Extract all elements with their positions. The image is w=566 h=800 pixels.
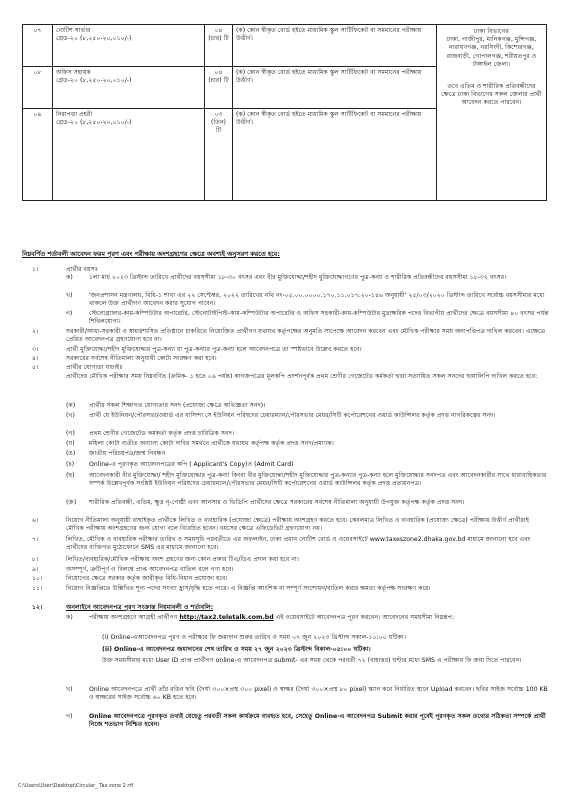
item-label: (চ) <box>66 461 75 468</box>
post-cell <box>53 67 205 109</box>
item-text: (ii) Online-এ আবেদনপত্র জমাদানের শেষ তারিখ ও সময় ২৭ জুন ২০২৩ খ্রিস্টাব্দ বিকাল-০৫:০০ ঘটিকা। <box>102 646 371 653</box>
district-cell <box>437 25 547 201</box>
row-number: ০৭ <box>23 25 53 67</box>
post-name: অফিস সহায়ক <box>56 69 91 76</box>
item-text: স্টেনোগ্রাফার-কাম-কম্পিউটার অপারেটর, স্টেনোটাইপিস্ট-কাম-কম্পিউটার অপারেটর ও অফিস সহকারী-কাম-কম্পিউটার মুদ্রাক্ষরিক পদের বিভাগীয় প্রার্থীদের ক্ষেত্রে বয়সসীমা ৪০ বৎসর পর্যন্ত শিথিলযোগ্য। <box>89 310 549 326</box>
item-text: মহিলা কোটা ব্যতীত অন্যান্য কোটা দাবির সমর্থনে প্রার্থীকে যথাযথ কর্তৃপক্ষ কর্তৃক প্রদত্ত সনদ/প্রমাণক। <box>89 440 334 447</box>
section-text: অসম্পূর্ণ, ত্রুটিপূর্ণ ও বিলম্বে প্রাপ্ত আবেদনপত্র বাতিল বলে গণ্য হবে। <box>66 566 234 573</box>
item-text: আবেদনকারী বীর মুক্তিযোদ্ধা/ শহীদ মুক্তিযোদ্ধার পুত্র-কন্যা কিংবা বীর মুক্তিযোদ্ধা/শহীদ মুক্তিযোদ্ধার পুত্র-কন্যার পুত্র-কন্যা হলে মুক্তিযোদ্ধার সনদপত্র এবং আবেদনকারীর সাথে ধারাবাহিকতার সম্পর্ক উল্লেখপূর্বক সংশ্লিষ্ট ইউনিয়ন পরিষদের চেয়ারম্যান/পৌরসভার মেয়র/সিটি কর্পোরেশনের ওয়ার্ড কাউন্সিলর কর্তৃক প্রদত্ত প্রত্যয়নপত্র। <box>89 472 547 488</box>
section-title: প্রার্থীর যোগ্যতা যাচাইঃ <box>66 364 123 371</box>
item-text: উক্ত সময়সীমার মধ্যে User ID প্রাপ্ত প্রার্থীগণ online-এ আবেদনপত্র submit- এর সময় থেকে পরবর্তী ৭২ (বাহাত্তর) ঘণ্টার মধ্যে SMS এ পরীক্ষার ফি জমা দিতে পারবেন। <box>102 657 522 664</box>
item-text: শারীরিক প্রতিবন্ধী, এতিম, ক্ষুদ্র নৃ-গোষ্ঠী এবং আনসার ও ভিডিপি প্রার্থীদের ক্ষেত্রে সরকারের সর্বশেষ নীতিমালা অনুযায়ী উপযুক্ত কর্তৃপক্ষ কর্তৃক প্রদত্ত সনদ। <box>89 499 465 506</box>
item-label: ক) <box>66 614 73 621</box>
section-number: ১১। <box>32 585 43 592</box>
apply-text: পরীক্ষায় অংশগ্রহণে আগ্রহী প্রার্থীগণ <box>89 614 178 621</box>
section-text: লিখিত, মৌখিক ও ব্যবহারিক পরীক্ষার তারিখ ও সময়সূচি পরবর্তীতে এর অফলাইন, ঢাকা প্রধান নোটিশ বোর্ড ও ওয়েবসাইটে www.taxeszone2.dhaka.gov.bd মাধ্যমে জানানো হবে এবং প্রার্থীদের ব্যক্তিগত মুঠোফোনে SMS এর মাধ্যমে জানানো হবে। <box>66 536 531 552</box>
section-text: প্রার্থীদের মৌখিক পরীক্ষার সময় নিম্নবর্ণিত (ক্রমিক- ১ হতে ০৯ পর্যন্ত) কাগজপত্রের মূলকপি প্রদর্শনপূর্বক প্রথম শ্রেণীর গেজেটেড কর্মকর্তা দ্বারা সত্যায়িত সকল সনদের ছায়ালিপি দাখিল করতে হবে: <box>66 373 538 380</box>
item-label: (জ) <box>66 499 77 506</box>
conditions-heading: নিম্নবর্ণিত শর্তাবলী আবেদন ফরম পূরণ এবং পরীক্ষায় অংশগ্রহণের ক্ষেত্রে অবশ্যই অনুসরণ করতে হবে: <box>22 250 280 258</box>
section-number: ৩। <box>32 346 39 353</box>
post-count: ০৪ (চার) টি <box>205 67 233 109</box>
item-text: প্রার্থীর সকল শিক্ষাগত যোগ্যতার সনদ (প্রযোজ্য ক্ষেত্রে অভিজ্ঞতা সনদ)। <box>89 402 266 409</box>
row-number: ০৯ <box>23 109 53 201</box>
section-number: ৯। <box>32 566 39 573</box>
item-label: গ) <box>66 713 73 720</box>
section-number: ৪। <box>32 355 39 362</box>
section-number: ১০। <box>32 575 43 582</box>
item-label: (ক) <box>66 402 76 409</box>
district-list: ঢাকা, গাজীপুর, মানিকগঞ্জ, মুন্সিগঞ্জ, নারায়ণগঞ্জ, নরসিংদী, কিশোরগঞ্জ, রাজবাড়ী, গোপালগঞ্জ, শরীয়তপুর ও টাঙ্গাইল জেলা। <box>446 36 537 68</box>
post-qualification: (ক) কোন স্বীকৃত বোর্ড হইতে মাধ্যমিক স্কুল সার্টিফিকেট বা সমমানের পরীক্ষায় উত্তীর্ণ। <box>233 25 437 67</box>
row-number: ০৮ <box>23 67 53 109</box>
district-note: তবে এতিম ও শারীরিক প্রতিবন্ধীদের ক্ষেত্রে ঢাকা বিভাগের সকল জেলার প্রার্থী আবেদন করতে পারবেন। <box>441 82 542 107</box>
item-text: জাতীয় পরিচয়পত্র/জন্ম নিবন্ধন <box>89 450 166 457</box>
post-count: ০৪ (চার) টি <box>205 25 233 67</box>
section-number: ১২। <box>32 604 43 611</box>
item-label: খ) <box>66 686 73 693</box>
post-grade: গ্রেড-২০ (৮,২৫০-২০,০১০/-) <box>56 77 132 85</box>
item-label: (ঘ) <box>66 440 75 447</box>
item-text: Online আবেদনপত্রে পূরণকৃত তথ্যই যেহেতু পরবর্তী সকল কার্যক্রমে ব্যবহৃত হবে, সেহেতু Online-এ আবেদনপত্র Submit করার পূর্বেই পূরণকৃত সকল তথ্যের সঠিকতা সম্পর্কে প্রার্থী নিজে শতভাগ নিশ্চিত হবেন। <box>89 713 546 729</box>
item-label: (গ) <box>66 430 75 437</box>
post-cell <box>53 109 205 201</box>
section-text: নিয়োগের ক্ষেত্রে সরকার কর্তৃক জারীকৃত বিধি-বিধান প্রযোজ্য হবে। <box>66 575 228 582</box>
section-text: লিখিত/ব্যবহারিক/মৌখিক পরীক্ষায় অংশ গ্রহণের জন্য কোন প্রকার টিএ/ডিএ প্রদান করা হবে না। <box>66 556 300 563</box>
apply-website-link[interactable]: http://tax2.teletalk.com.bd <box>179 614 274 621</box>
section-number: ৫। <box>32 364 39 371</box>
section-title: প্রার্থীর বয়সঃ <box>66 266 99 273</box>
file-path-footer: C:\Users\User\Desktop\Circular_ Tax zone 2.rtf <box>18 783 134 789</box>
item-label: গ) <box>66 310 73 317</box>
post-cell <box>53 25 205 67</box>
item-text: প্রথম শ্রেণীর গেজেটেড কর্মকর্তা কর্তৃক প্রদত্ত চারিত্রিক সনদ। <box>89 430 235 437</box>
district-division: ঢাকা বিভাগের <box>474 28 509 35</box>
section-number: ২। <box>32 328 39 335</box>
section-number: ৬। <box>32 517 39 524</box>
post-name: নোটিশ সার্ভার <box>56 27 91 34</box>
item-text: 'জনপ্রশাসন মন্ত্রণালয়, বিধি-১ শাখা এর ২২ সেপ্টেম্বর, ২০২২ তারিখের নথি নং-০৫.০০.০০০০.১৭০.১১.০১৭.২০-১৪৬ অনুযায়ী' ২৫/০৩/২০২০ খ্রিস্টাব্দ তারিখে সর্বোচ্চ বয়সসীমার মধ্যে থাকলে উক্ত প্রার্থীগণ আবেদন করার সুযোগ পাবেন। <box>89 292 545 308</box>
section-text: সরকারের সর্বশেষ নীতিমালা অনুযায়ী কোটা সংরক্ষণ করা হবে। <box>66 355 217 362</box>
section-title: অনলাইনে আবেদনপত্র পূরণ সংক্রান্ত নিয়মাবলী ও শর্তাবলি: <box>66 604 214 611</box>
post-name: নিরাপত্তা প্রহরী <box>56 111 93 118</box>
item-label: খ) <box>66 292 73 299</box>
item-text: Online আবেদনপত্রে প্রার্থী তাঁর রঙিন ছবি (দৈর্ঘ্য ৩০০×প্রস্থ ৩০০ pixel) ও স্বাক্ষর (দৈর্ঘ্য ৩০০×প্রস্থ ৮০ pixel) স্ক্যান করে নির্ধারিত স্থানে Upload করবেন। ছবির সাইজ সর্বোচ্চ 100 KB ও স্বাক্ষরের সাইজ সর্বোচ্চ ৬০ KB হতে হবে। <box>89 686 548 702</box>
post-qualification: (ক) কোন স্বীকৃত বোর্ড হইতে মাধ্যমিক স্কুল সার্টিফিকেট বা সমমানের পরীক্ষায় উত্তীর্ণ। <box>233 67 437 109</box>
post-count: ০৩ (তিন) টি <box>205 109 233 201</box>
post-grade: গ্রেড-২০ (৮,২৫০-২০,০১০/-) <box>56 119 132 127</box>
item-text: (i) Online-এআবেদনপত্র পূরণ ও পরীক্ষার ফি জমাদান শুরুর তারিখ ও সময় ০৭ জুন ২০২৩ খ্রিস্টাব্দ সকাল-১০:০০ ঘটিকা। <box>102 634 406 641</box>
section-text: সরকারী/আধা-সরকারী ও স্বায়ত্তশাসিত প্রতিষ্ঠানে চাকরিতে নিয়োজিত প্রার্থীগণ যথাযথ কর্তৃপক্ষের অনুমতি সাপেক্ষে আবেদন করবেন এবং মৌখিক পরীক্ষার সময় অনাপত্তিপত্র দাখিল করবেন। এক্ষেত্রে প্রেরিত আবেদনপত্র গ্রহণযোগ্য হবে না। <box>66 328 546 344</box>
item-text: প্রার্থী যে ইউনিয়ন/পৌরসভা/ওয়ার্ড এর বাসিন্দা সে ইউনিয়ন পরিষদের চেয়ারম্যান/পৌরসভার মেয়র/সিটি কর্পোরেশনের ওয়ার্ড কাউন্সিলর কর্তৃক প্রদত্ত নাগরিকত্বের সনদ। <box>89 412 496 419</box>
section-number: ১। <box>32 266 39 273</box>
item-text: Online-এ পূরণকৃত আবেদনপত্রের কপি ( Applicant's Copy)ও (Admit Card) <box>89 461 294 468</box>
item-text <box>89 614 549 622</box>
item-label: (খ) <box>66 412 75 419</box>
apply-text-2: এই ওয়েবসাইটে আবেদনপত্র পূরণ করবেন। আবেদনের সময়সীমা নিম্নরূপ: <box>275 614 455 621</box>
table-row <box>23 25 547 67</box>
section-text: নিয়োগ বিজ্ঞপ্তিতে উল্লিখিত শূন্য পদের সংখ্যা হ্রাস/বৃদ্ধি হতে পারে। এ বিজ্ঞপ্তি আংশিক বা সম্পূর্ণ সংশোধন/বাতিল করার ক্ষমতা কর্তৃপক্ষ সংরক্ষণ করে। <box>66 585 431 592</box>
item-label: (ঙ) <box>66 450 76 457</box>
item-text: ১লা মার্চ ২০২৩ খ্রিস্টাব্দ তারিখে প্রার্থীদের বয়সসীমা ১৮-৩০ বৎসর এবং বীর মুক্তিযোদ্ধা/শহীদ মুক্তিযোদ্ধাগণের পুত্র-কন্যা ও শারীরিক প্রতিবন্ধীদের বয়সসীমা ১৮-৩২ বৎসর। <box>89 274 507 281</box>
post-grade: গ্রেড-২০ (৮,২৫০-২০,০১০/-) <box>56 35 132 43</box>
post-qualification: (ক) কোন স্বীকৃত বোর্ড হইতে মাধ্যমিক স্কুল সার্টিফিকেট বা সমমানের পরীক্ষায় উত্তীর্ণ। <box>233 109 437 201</box>
section-number: ৮। <box>32 556 39 563</box>
posts-table <box>22 24 547 201</box>
section-number: ৭। <box>32 536 39 543</box>
section-text: নিয়োগ নীতিমালা অনুযায়ী বাছাইকৃত প্রার্থীকে লিখিত ও ব্যবহারিক (প্রযোজ্য ক্ষেত্রে) পরীক্ষায় অংশগ্রহণ করতে হবে। কেবলমাত্র লিখিত ও ব্যবহারিক (প্রযোজ্য ক্ষেত্রে) পরীক্ষায় উত্তীর্ণ প্রার্থীরাই মৌখিক পরীক্ষায় অংশগ্রহণের জন্য যোগ্য বলে বিবেচিত হবেন। বয়সের ক্ষেত্রে এফিডেভিট গ্রহণযোগ্য নয়। <box>66 517 529 533</box>
item-label: (ছ) <box>66 472 75 479</box>
section-text: প্রার্থী মুক্তিযোদ্ধা/শহীদ মুক্তিযোদ্ধার পুত্র-কন্যা বা পুত্র-কন্যার পুত্র-কন্যা হলে আবেদনপত্রে তা স্পষ্টভাবে উল্লেখ করতে হবে। <box>66 346 362 353</box>
item-label: ক) <box>66 274 73 281</box>
